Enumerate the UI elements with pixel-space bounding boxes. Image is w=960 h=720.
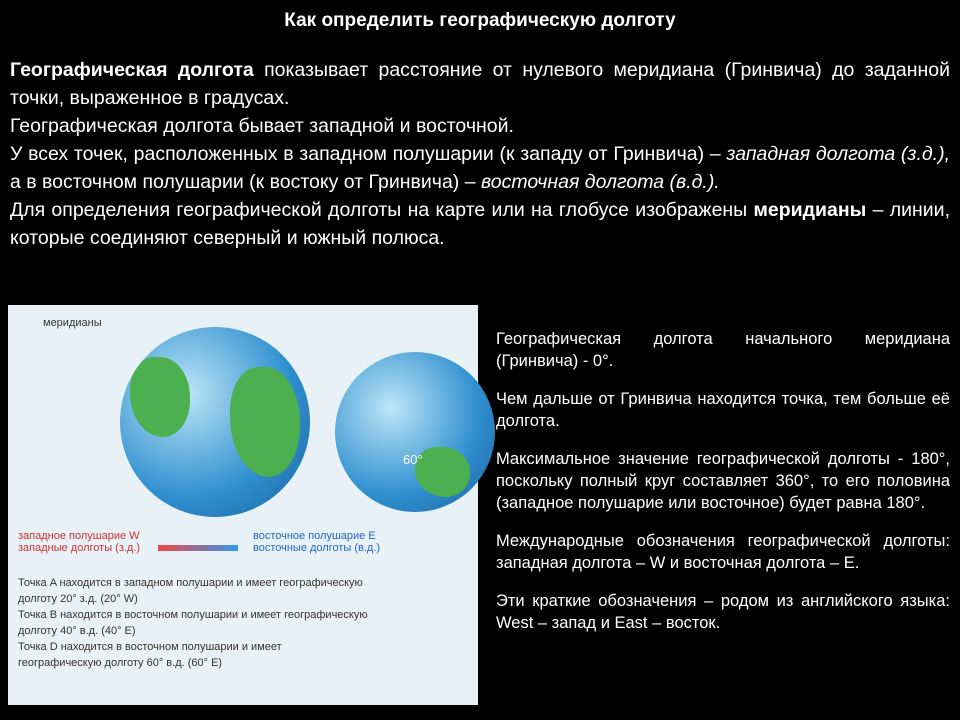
intro-text: Географическая долгота показывает расстояние от нулевого меридиана (Гринвича) до заданной точки, выраженное в градусах. Географическая долгота бывает западной и восточной. У всех точек, расположенных в западном полушарии (к западу от Гринвича) – западная долгота (з.д.), а в восточном полушарии (к востоку от Гринвича) – восточная долгота (в.д.). Для определения географической долготы на карте или на глобусе изображены меридианы – линии, которые соединяют северный и южный полюса.	[10, 59, 950, 249]
arrow-icon	[158, 545, 238, 551]
page-title: Как определить географическую долготу	[284, 10, 676, 31]
side-text: Географическая долгота начального меридиана (Гринвича) - 0°. Чем дальше от Гринвича находится точка, тем больше её долгота. Максимальное значение географической долготы - 180°, поскольку полный круг составляет 360°, то его половина (западное полушарие или восточное) будет равна 180°. Международные обозначения географической долготы: западная долгота – W и восточная долгота – E. Эти краткие обозначения – родом из английского языка: West – запад и East – восток.	[496, 330, 950, 632]
meridian-figure: меридианы западное полушарие W западные долготы (з.д.) восточное полушарие E восточные долготы (в.д.) Точка A находится в западном полушарии и имеет географическую долготу 20° з.д. (20° W) Точка B находится в восточном полушарии и имеет географическую долготу 40° в.д. (40° E) Точка D находится в восточном полушарии и имеет географическую долготу 60° в.д. (60° E)	[8, 305, 478, 705]
globe-angle: 60°	[335, 352, 495, 512]
globe-hemispheres	[120, 327, 310, 517]
